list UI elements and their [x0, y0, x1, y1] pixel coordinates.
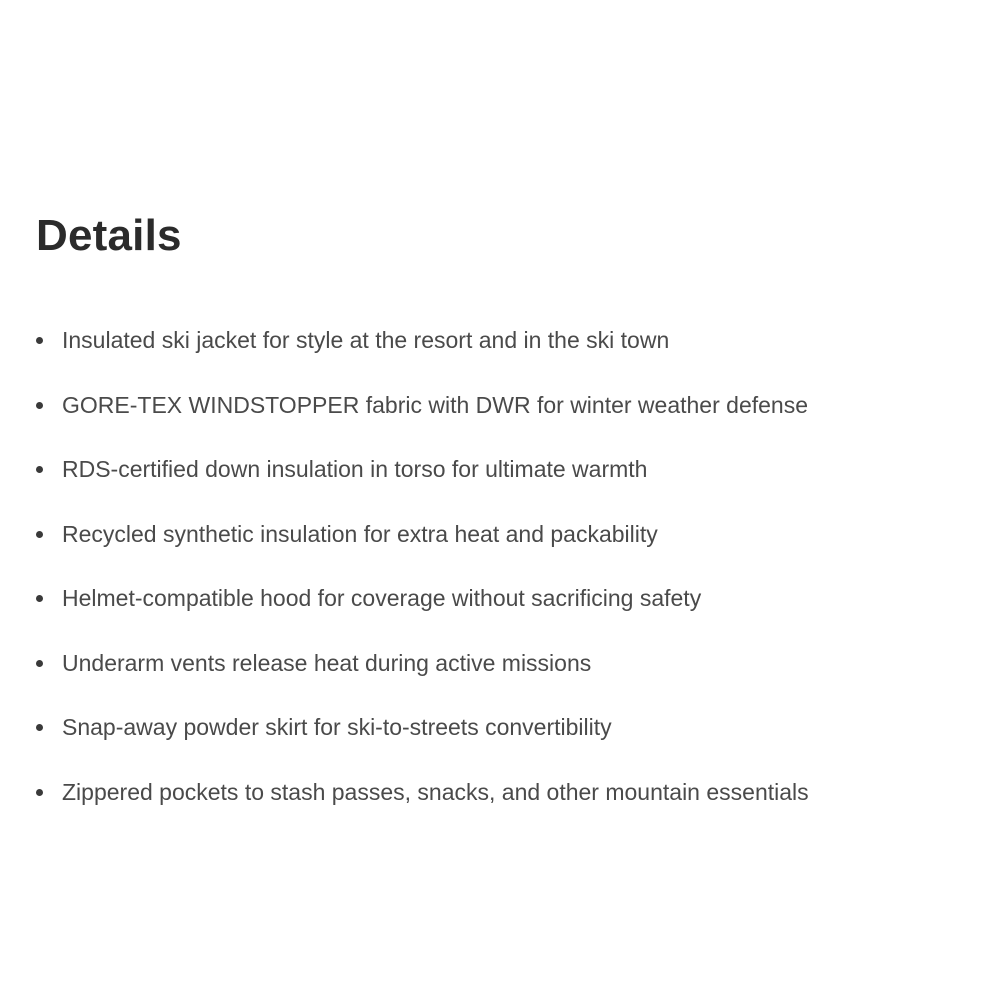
details-list [36, 326, 976, 842]
details-heading: Details [36, 211, 182, 260]
bullet-icon [36, 402, 43, 409]
list-item [36, 713, 976, 778]
list-item [36, 778, 976, 843]
details-section [36, 210, 976, 805]
bullet-icon [36, 724, 43, 731]
list-item-text: Helmet-compatible hood for coverage without sacrificing safety [62, 585, 702, 611]
list-item-text: Zippered pockets to stash passes, snacks, and other mountain essentials [62, 778, 809, 805]
bullet-icon [36, 337, 43, 344]
list-item-text: GORE-TEX WINDSTOPPER fabric with DWR for winter weather defense [62, 391, 808, 418]
list-item [36, 326, 976, 391]
list-item [36, 584, 976, 649]
list-item [36, 391, 976, 456]
bullet-icon [36, 789, 43, 796]
list-item-text: RDS-certified down insulation in torso for ultimate warmth [62, 456, 648, 482]
list-item [36, 455, 976, 520]
bullet-icon [36, 660, 43, 667]
bullet-icon [36, 531, 43, 538]
bullet-icon [36, 595, 43, 602]
list-item-text: Recycled synthetic insulation for extra heat and packability [62, 520, 658, 547]
list-item-text: Snap-away powder skirt for ski-to-streets convertibility [62, 714, 612, 740]
list-item-text: Insulated ski jacket for style at the resort and in the ski town [62, 327, 670, 353]
list-item [36, 520, 976, 585]
list-item [36, 649, 976, 714]
bullet-icon [36, 466, 43, 473]
list-item-text: Underarm vents release heat during active missions [62, 649, 592, 676]
